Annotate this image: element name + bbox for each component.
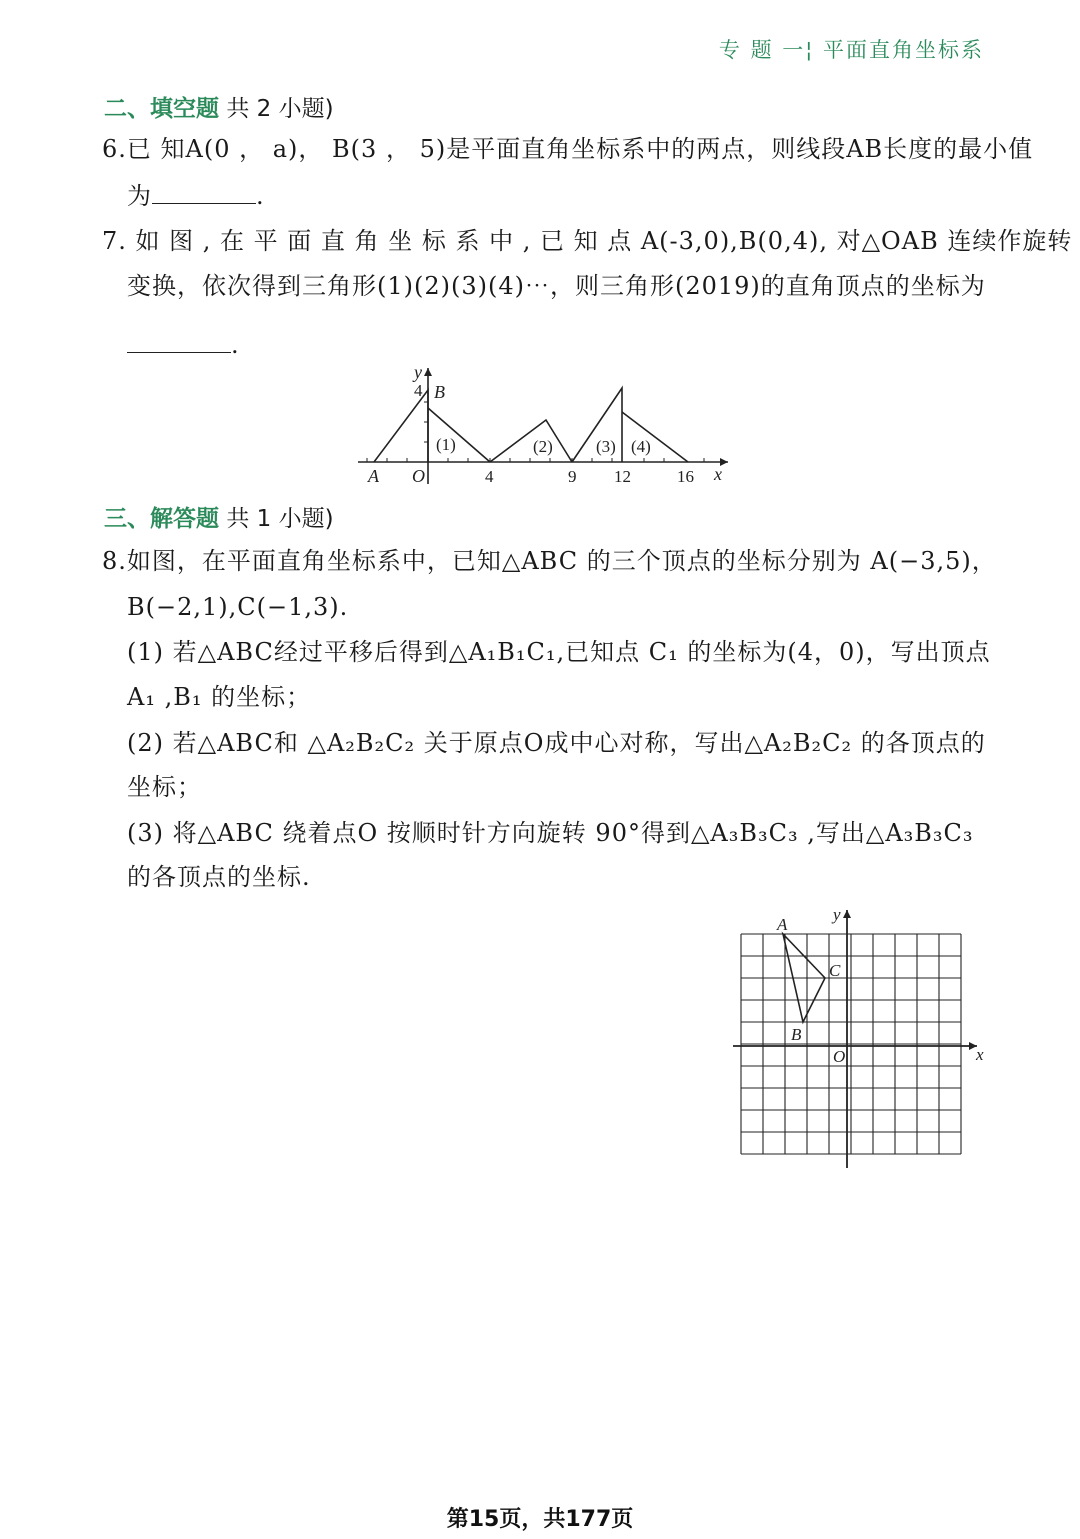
triangle-4-label: (4) — [631, 437, 651, 456]
answer-blank-7 — [127, 352, 231, 353]
running-header: 专 题 一¦ 平面直角坐标系 — [718, 38, 984, 62]
section-count: 共 1 小题) — [226, 506, 334, 532]
question-8-line-2: B(−2,1),C(−1,3). — [127, 593, 349, 621]
answer-blank-6 — [152, 203, 256, 204]
triangle-2-label: (2) — [533, 437, 553, 456]
question-6-suffix: . — [256, 182, 265, 210]
point-b-label: B — [434, 382, 445, 402]
question-8-part-1-line-1: (1) 若△ABC经过平移后得到△A₁B₁C₁,已知点 C₁ 的坐标为(4，0)，写出顶点 — [127, 638, 991, 666]
triangle-3-label: (3) — [596, 437, 616, 456]
question-6-line-1: 6.已 知A(0 ， a)， B(3 ， 5)是平面直角坐标系中的两点，则线段AB长度的最小值 — [102, 135, 1034, 163]
section-count: 共 2 小题) — [226, 96, 334, 122]
question-8-part-1-line-2: A₁ ,B₁ 的坐标； — [127, 683, 312, 711]
question-8-line-1: 8.如图，在平面直角坐标系中，已知△ABC 的三个顶点的坐标分别为 A(−3,5)， — [102, 547, 997, 575]
rotation-triangles-figure — [350, 360, 740, 490]
x-tick-9: 9 — [568, 467, 577, 486]
origin-label: O — [412, 466, 425, 486]
grid-origin-label: O — [833, 1047, 846, 1066]
x-tick-4: 4 — [485, 467, 494, 486]
question-6-line-2 — [127, 181, 265, 211]
x-tick-12: 12 — [614, 467, 631, 486]
coordinate-grid-figure — [725, 900, 990, 1175]
section-heading-solve — [104, 500, 334, 533]
triangle-oab — [374, 390, 428, 462]
question-8-part-3-line-2: 的各顶点的坐标. — [127, 863, 311, 891]
point-c-label: C — [829, 961, 841, 980]
section-title: 三、解答题 — [104, 506, 219, 532]
section-heading-fill-in — [104, 90, 334, 123]
triangle-2 — [490, 420, 572, 462]
y-tick-4: 4 — [414, 381, 423, 400]
question-8-part-2-line-2: 坐标； — [127, 773, 202, 801]
question-7-line-2: 变换，依次得到三角形(1)(2)(3)(4)⋯，则三角形(2019)的直角顶点的坐标为 — [127, 272, 986, 300]
figure-y-label: y — [414, 362, 422, 382]
triangle-1-label: (1) — [436, 435, 456, 454]
question-8-part-2-line-1: (2) 若△ABC和 △A₂B₂C₂ 关于原点O成中心对称，写出△A₂B₂C₂ 的各顶点的 — [127, 729, 986, 757]
question-7-line-1: 7. 如 图 , 在 平 面 直 角 坐 标 系 中 , 已 知 点 A(-3,0),B(0,4), 对△OAB 连续作旋转 — [102, 227, 1073, 255]
question-7-line-3 — [127, 330, 240, 360]
question-7-suffix: . — [231, 331, 240, 359]
question-8-part-3-line-1: (3) 将△ABC 绕着点O 按顺时针方向旋转 90°得到△A₃B₃C₃ ,写出△A₃B₃C₃ — [127, 819, 974, 847]
section-title: 二、填空题 — [104, 96, 219, 122]
grid-x-label: x — [976, 1045, 984, 1064]
question-6-prefix: 为 — [127, 182, 152, 210]
point-a-label: A — [777, 915, 788, 934]
page-number: 第15页，共177页 — [446, 1507, 634, 1532]
point-a-label: A — [368, 466, 379, 486]
x-tick-16: 16 — [677, 467, 694, 486]
figure-x-label: x — [714, 464, 722, 484]
point-b-label: B — [791, 1025, 802, 1044]
grid-lines — [741, 934, 961, 1154]
grid-y-label: y — [833, 905, 841, 924]
